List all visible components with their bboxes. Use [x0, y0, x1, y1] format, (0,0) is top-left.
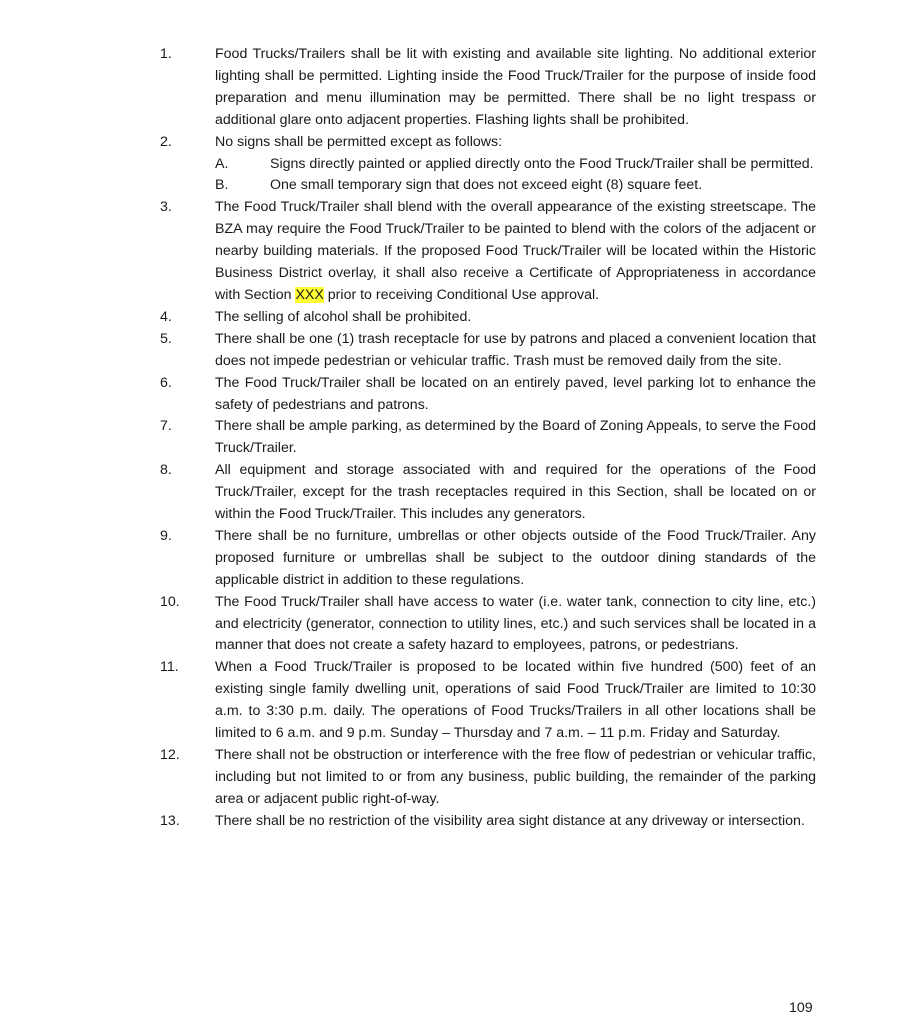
item-number: 11.: [160, 659, 179, 676]
item-number: 9.: [160, 527, 172, 544]
item-text-before: The Food Truck/Trailer shall blend with the overall appearance of the existing streetscape. The BZA may require the Food Truck/Trailer to be painted to blend with the colors of the adjacent or nearby building materials. If the proposed Food Truck/Trailer will be located within the Historic Business District overlay, it shall also receive a Certificate of Appropriateness in accordance with Section: [215, 199, 816, 303]
item-text-after: prior to receiving Conditional Use approval.: [327, 286, 600, 303]
item-text: There shall be no restriction of the visibility area sight distance at any driveway or intersection.: [215, 812, 805, 829]
item-text: There shall not be obstruction or interference with the free flow of pedestrian or vehicular traffic, including but not limited to or from any business, public building, the remainder of the parking area or adjacent public right-of-way.: [215, 747, 816, 807]
item-number: 12.: [160, 747, 180, 763]
list-item: [160, 657, 816, 745]
item-text: The Food Truck/Trailer shall have access to water (i.e. water tank, connection to city line, etc.) and electricity (generator, connection to utility lines, etc.) and such services shall be located in a manner that does not create a safety hazard to employees, patrons, or pedestrians.: [215, 593, 816, 654]
list-item: [160, 373, 816, 417]
item-text: No signs shall be permitted except as follows:: [215, 133, 503, 150]
item-number: 1.: [160, 46, 172, 62]
highlighted-section-ref: XXX: [295, 286, 324, 303]
list-item: [160, 592, 816, 658]
list-item: [160, 745, 816, 811]
item-text: Food Trucks/Trailers shall be lit with existing and available site lighting. No additional exterior lighting shall be permitted. Lighting inside the Food Truck/Trailer for the purpose of inside food preparation and menu illumination may be permitted. There shall be no light trespass or additional glare onto adjacent properties. Flashing lights shall be prohibited.: [215, 46, 816, 128]
list-item: [160, 811, 816, 833]
item-text: There shall be no furniture, umbrellas or other objects outside of the Food Truck/Trailer. Any proposed furniture or umbrellas shall be subject to the outdoor dining standards of the applicable district in addition to these regulations.: [215, 527, 816, 588]
sub-item-text: One small temporary sign that does not exceed eight (8) square feet.: [270, 177, 703, 194]
sub-item-letter: B.: [215, 177, 229, 194]
list-item: [160, 197, 816, 307]
list-item: [160, 307, 816, 329]
list-item: [160, 526, 816, 592]
list-item: [160, 460, 816, 526]
sub-item-letter: A.: [215, 155, 229, 172]
item-text: The selling of alcohol shall be prohibited.: [215, 308, 472, 325]
item-text: There shall be one (1) trash receptacle for use by patrons and placed a convenient location that does not impede pedestrian or vehicular traffic. Trash must be removed daily from the site.: [215, 330, 816, 369]
item-text: All equipment and storage associated with and required for the operations of the Food Truck/Trailer, except for the trash receptacles required in this Section, shall be located on or within the Food Truck/Trailer. This includes any generators.: [215, 462, 816, 523]
item-text: There shall be ample parking, as determined by the Board of Zoning Appeals, to serve the Food Truck/Trailer.: [215, 418, 816, 457]
item-number: 4.: [160, 308, 172, 325]
item-number: 10.: [160, 593, 180, 610]
sub-item-text: Signs directly painted or applied directly onto the Food Truck/Trailer shall be permitted.: [270, 155, 814, 172]
list-item: [160, 329, 816, 373]
sub-item: [215, 154, 816, 176]
item-number: 3.: [160, 199, 172, 216]
item-text: The Food Truck/Trailer shall be located on an entirely paved, level parking lot to enhance the safety of pedestrians and patrons.: [215, 374, 816, 413]
item-number: 7.: [160, 418, 172, 435]
list-item: [160, 132, 816, 198]
item-number: 13.: [160, 812, 180, 829]
item-text: [215, 197, 816, 307]
item-text: When a Food Truck/Trailer is proposed to be located within five hundred (500) feet of an existing single family dwelling unit, operations of said Food Truck/Trailer are limited to 10:30 a.m. to 3:30 p.m. daily. The operations of Food Trucks/Trailers in all other locations shall be limited to 6 a.m. and 9 p.m. Sunday – Thursday and 7 a.m. – 11 p.m. Friday and Saturday.: [215, 659, 816, 742]
list-item: [160, 44, 816, 132]
page-number: 109: [789, 1000, 813, 1016]
item-number: 5.: [160, 330, 172, 347]
item-number: 6.: [160, 374, 172, 391]
sub-item: [215, 175, 816, 197]
item-body: [215, 132, 816, 198]
item-number: 2.: [160, 133, 172, 150]
item-number: 8.: [160, 462, 172, 479]
list-item: [160, 416, 816, 460]
regulations-list: [160, 44, 816, 833]
